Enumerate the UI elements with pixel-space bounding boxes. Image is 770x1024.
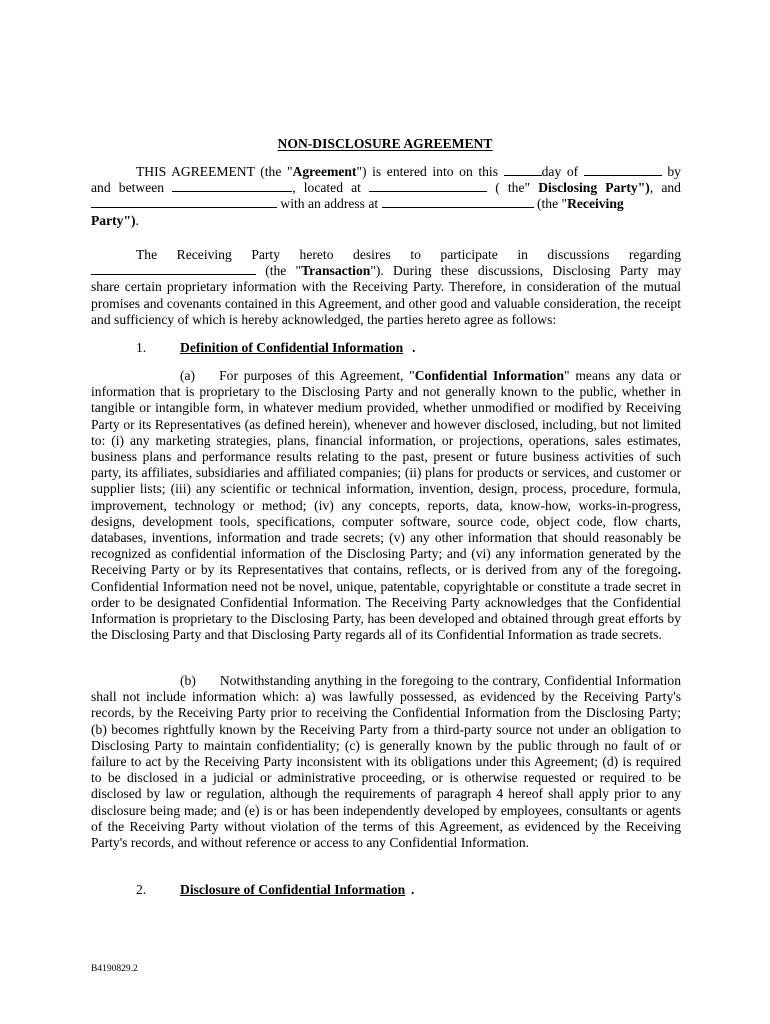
- intro-line-3: with an address at (the "Receiving: [91, 196, 681, 212]
- receiving-term-a: Receiving: [567, 196, 624, 212]
- recital-line-2: (the "Transaction"). During these discussions, Disclosing Party may: [91, 263, 681, 279]
- confidential-information-term: Confidential Information: [414, 368, 565, 383]
- paragraph-b-label: (b): [180, 673, 196, 688]
- document-footer-id: B4190829.2: [91, 964, 138, 974]
- intro-line-4: Party").: [91, 212, 139, 228]
- section-1-number: 1.: [136, 340, 147, 355]
- receiving-party-name-blank[interactable]: [91, 196, 277, 208]
- recital-rest: share certain proprietary information with the Receiving Party. Therefore, in consideration of the mutual promises and covenants contained in this Agreement, and other good and valuable consideration, the receipt and sufficiency of which is hereby acknowledged, the parties hereto agree as follows:: [91, 279, 681, 327]
- receiving-party-address-blank[interactable]: [382, 196, 534, 208]
- paragraph-a: (a) For purposes of this Agreement, "Confidential Information" means any data or information that is proprietary to the Disclosing Party and not generally known to the public, whether in tangible or intangible form, in whatever medium provided, whether unmodified or modified by Receiving Party or its Representatives (as defined herein), whenever and however disclosed, including, but not limited to: (i) any marketing strategies, plans, financial information, or projections, operations, sales estimates, business plans and performance results relating to the past, present or future business activities of such party, its affiliates, subsidiaries and affiliated companies; (ii) plans for products or services, and customer or supplier lists; (iii) any scientific or technical information, invention, design, process, procedure, formula, improvement, technology or method; (iv) any concepts, reports, data, know-how, works-in-progress, designs, development tools, specifications, computer software, source code, object code, flow charts, databases, inventions, information and trade secrets; (v) any other information that should reasonably be recognized as confidential information of the Disclosing Party; and (vi) any information generated by the Receiving Party or by its Representatives that contains, reflects, or is derived from any of the foregoing. Confidential Information need not be novel, unique, patentable, copyrightable or constitute a trade secret in order to be designated Confidential Information. The Receiving Party acknowledges that the Confidential Information is proprietary to the Disclosing Party, has been developed and obtained through great efforts by the Disclosing Party and that Disclosing Party regards all of its Confidential Information as trade secrets.: [91, 368, 681, 643]
- document-title: NON-DISCLOSURE AGREEMENT: [277, 136, 493, 151]
- transaction-blank[interactable]: [91, 263, 256, 275]
- disclosing-party-term: Disclosing Party"): [538, 180, 650, 196]
- day-blank[interactable]: [504, 164, 542, 176]
- agreement-term: Agreement: [292, 164, 357, 179]
- section-2-number: 2.: [136, 882, 147, 897]
- section-1-title: Definition of Confidential Information: [180, 340, 404, 355]
- recital-paragraph: [91, 247, 681, 328]
- paragraph-a-label: (a): [180, 368, 196, 383]
- document-page: NON-DISCLOSURE AGREEMENT THIS AGREEMENT (the "Agreement") is entered into on this day of by and between , located at ( the" Disclosing Party"), and with an address at (the "Receiving Party"). The Receiving Party hereto desires to participate in discussions regarding (the "Transaction"). During these discussions, Disclosing Party may share certain proprietary information with the Receiving Party. Therefore, in consideration of the mutual promises and covenants contained in this Agreement, and other good and valuable consideration, the receipt and sufficiency of which is hereby acknowledged, the parties hereto agree as follows: 1. Definition of Confidential Information . (a) For purposes of this Agreement, "Confidential Information" means any data or information that is proprietary to the Disclosing Party and not generally known to the public, whether in tangible or intangible form, in whatever medium provided, whether unmodified or modified by Receiving Party or its Representatives (as defined herein), whenever and however disclosed, including, but not limited to: (i) any marketing strategies, plans, financial information, or projections, operations, sales estimates, business plans and performance results relating to the past, present or future business activities of such party, its affiliates, subsidiaries and affiliated companies; (ii) plans for products or services, and customer or supplier lists; (iii) any scientific or technical information, invention, design, process, procedure, formula, improvement, technology or method; (iv) any concepts, reports, data, know-how, works-in-progress, designs, development tools, specifications, computer software, source code, object code, flow charts, databases, inventions, information and trade secrets; (v) any other information that should reasonably be recognized as confidential information of the Disclosing Party; and (vi) any information generated by the Receiving Party or by its Representatives that contains, reflects, or is derived from any of the foregoing. Confidential Information need not be novel, unique, patentable, copyrightable or constitute a trade secret in order to be designated Confidential Information. The Receiving Party acknowledges that the Confidential Information is proprietary to the Disclosing Party, has been developed and obtained through great efforts by the Disclosing Party and that Disclosing Party regards all of its Confidential Information as trade secrets. (b) Notwithstanding anything in the foregoing to the contrary, Confidential Information shall not include information which: a) was lawfully possessed, as evidenced by the Receiving Party's records, by the Receiving Party prior to receiving the Confidential Information from the Disclosing Party; (b) becomes rightfully known by the Receiving Party from a third-party source not under an obligation to Disclosing Party to maintain confidentiality; (c) is generally known by the public through no fault of or failure to act by the Receiving Party inconsistent with its obligations under this Agreement; (d) is required to be disclosed in a judicial or administrative proceeding, or is otherwise requested or required to be disclosed by law or regulation, although the requirements of paragraph 4 hereof shall apply prior to any disclosure being made; and (e) is or has been independently developed by employees, consultants or agents of the Receiving Party without violation of the terms of this Agreement, as evidenced by the Receiving Party's records, and without reference or access to any Confidential Information. 2. Disclosure of Confidential Information . B4190829.2: [0, 0, 770, 1024]
- disclosing-party-name-blank[interactable]: [172, 180, 292, 192]
- intro-line-1: THIS AGREEMENT (the "Agreement") is entered into on this day of by: [136, 164, 681, 179]
- intro-paragraph: [91, 164, 681, 229]
- paragraph-b: (b) Notwithstanding anything in the foregoing to the contrary, Confidential Information shall not include information which: a) was lawfully possessed, as evidenced by the Receiving Party's records, by the Receiving Party prior to receiving the Confidential Information from the Disclosing Party; (b) becomes rightfully known by the Receiving Party from a third-party source not under an obligation to Disclosing Party to maintain confidentiality; (c) is generally known by the public through no fault of or failure to act by the Receiving Party inconsistent with its obligations under this Agreement; (d) is required to be disclosed in a judicial or administrative proceeding, or is otherwise requested or required to be disclosed by law or regulation, although the requirements of paragraph 4 hereof shall apply prior to any disclosure being made; and (e) is or has been independently developed by employees, consultants or agents of the Receiving Party without violation of the terms of this Agreement, as evidenced by the Receiving Party's records, and without reference or access to any Confidential Information.: [91, 673, 681, 851]
- intro-line-2: and between , located at ( the" Disclosing Party"), and: [91, 180, 681, 196]
- section-2-title: Disclosure of Confidential Information: [180, 882, 406, 897]
- recital-line-1: The Receiving Party hereto desires to participate in discussions regarding: [136, 247, 681, 262]
- month-blank[interactable]: [584, 164, 662, 176]
- receiving-term-b: Party"): [91, 212, 136, 228]
- disclosing-party-address-blank[interactable]: [369, 180, 487, 192]
- transaction-term: Transaction: [301, 263, 371, 279]
